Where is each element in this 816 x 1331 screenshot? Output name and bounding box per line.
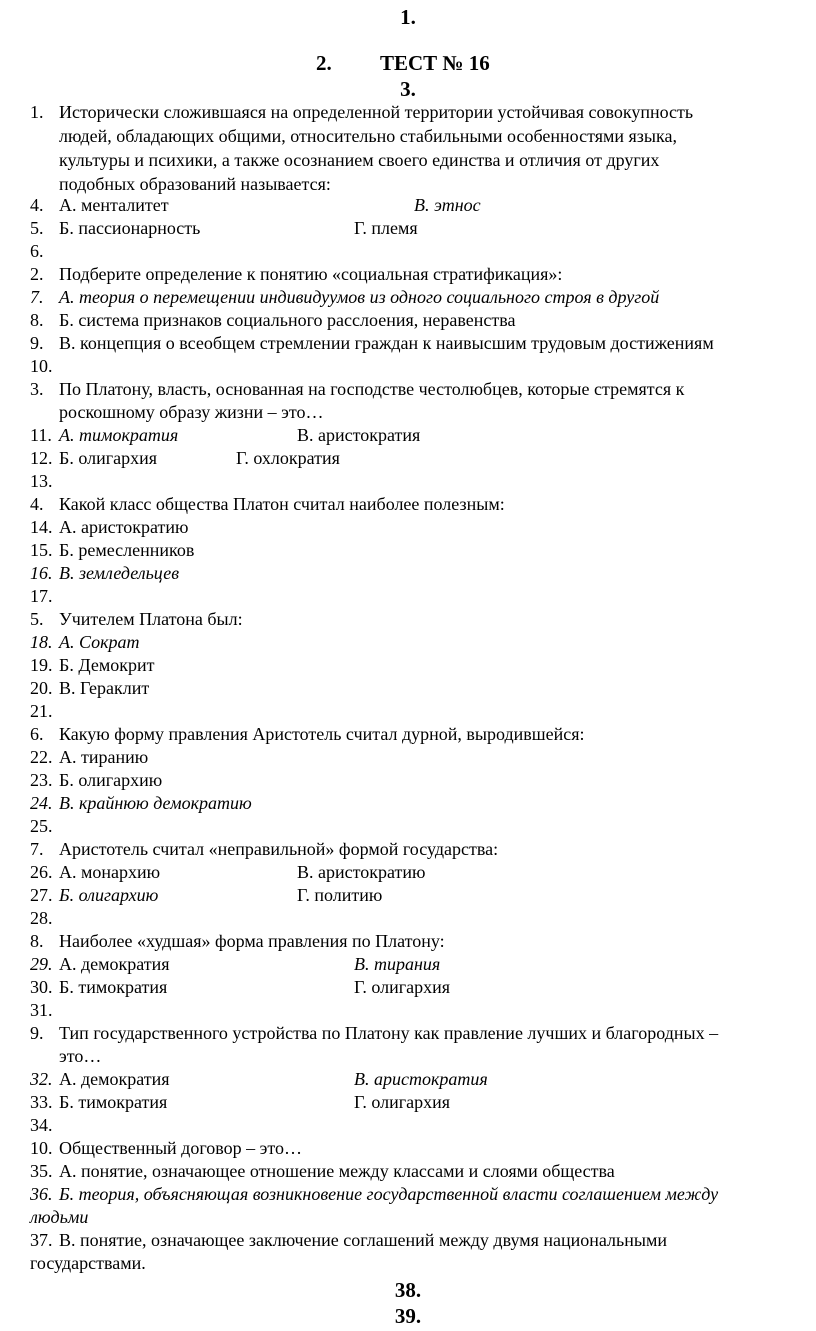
line-number: 37.	[30, 1230, 53, 1250]
answer-option-correct: В. этнос	[414, 195, 481, 215]
line-number: 21.	[30, 701, 53, 721]
answer-option: Б. тимократия	[59, 1092, 168, 1112]
line-number: 8.	[30, 310, 44, 330]
line-number: 33.	[30, 1092, 53, 1112]
answer-option-correct: В. аристократия	[354, 1069, 488, 1089]
line-number: 4.	[30, 195, 44, 215]
answer-option: В. аристократию	[297, 862, 426, 882]
answer-option: Б. олигархию	[59, 770, 163, 790]
answer-option: В. концепция о всеобщем стремлении граждан к наивысшим трудовым достижениям	[59, 333, 714, 353]
answer-option: Б. олигархия	[59, 448, 157, 468]
question-number: 10.	[30, 1138, 53, 1158]
question-number: 8.	[30, 931, 44, 951]
answer-option-correct: В. крайнюю демократию	[59, 793, 252, 813]
answer-option-correct: Б. теория, объясняющая возникновение государственной власти соглашением между	[59, 1184, 719, 1204]
answer-option: В. Гераклит	[59, 678, 150, 698]
line-number: 9.	[30, 333, 44, 353]
answer-option-correct: А. теория о перемещении индивидуумов из одного социального строя в другой	[59, 287, 660, 307]
heading-number-2: 2.	[316, 51, 332, 75]
line-number: 18.	[30, 632, 53, 652]
question-1-line-4: подобных образований называется:	[59, 174, 331, 194]
question-number: 1.	[30, 102, 44, 122]
line-number: 36.	[30, 1184, 53, 1204]
line-number: 29.	[30, 954, 53, 974]
line-number: 28.	[30, 908, 53, 928]
question-text: Какую форму правления Аристотель считал дурной, выродившейся:	[59, 724, 585, 744]
line-number: 27.	[30, 885, 53, 905]
answer-option: Б. система признаков социального расслоения, неравенства	[59, 310, 516, 330]
line-number: 13.	[30, 471, 53, 491]
answer-option: Г. олигархия	[354, 977, 451, 997]
line-number: 26.	[30, 862, 53, 882]
line-number: 15.	[30, 540, 53, 560]
heading-number-1: 1.	[400, 5, 416, 29]
list-item-37-continuation: государствами.	[30, 1253, 146, 1273]
question-number: 9.	[30, 1023, 44, 1043]
line-number: 32.	[30, 1069, 53, 1089]
question-number: 5.	[30, 609, 44, 629]
question-text: Учителем Платона был:	[59, 609, 243, 629]
line-number: 22.	[30, 747, 53, 767]
answer-option: Г. политию	[297, 885, 383, 905]
line-number: 31.	[30, 1000, 53, 1020]
answer-option-correct: В. тирания	[354, 954, 441, 974]
answer-option-correct: А. Сократ	[59, 632, 140, 652]
answer-option: Г. охлократия	[236, 448, 340, 468]
answer-option: Б. тимократия	[59, 977, 168, 997]
question-text: Тип государственного устройства по Платону как правление лучших и благородных –	[59, 1023, 719, 1043]
question-text: Какой класс общества Платон считал наиболее полезным:	[59, 494, 505, 514]
question-text: Общественный договор – это…	[59, 1138, 303, 1158]
question-number: 2.	[30, 264, 44, 284]
answer-option: А. демократия	[59, 1069, 170, 1089]
question-number: 4.	[30, 494, 44, 514]
answer-option: А. аристократию	[59, 517, 189, 537]
question-text: Аристотель считал «неправильной» формой государства:	[59, 839, 499, 859]
line-number: 16.	[30, 563, 53, 583]
answer-option: Г. олигархия	[354, 1092, 451, 1112]
answer-option-correct: Б. олигархию	[59, 885, 159, 905]
question-number: 6.	[30, 724, 44, 744]
question-number: 3.	[30, 379, 44, 399]
answer-option: Б. Демокрит	[59, 655, 155, 675]
heading-number-39: 39.	[394, 1304, 422, 1328]
answer-option: А. монархию	[59, 862, 161, 882]
heading-number-38: 38.	[394, 1278, 422, 1302]
line-number: 7.	[30, 287, 44, 307]
line-number: 17.	[30, 586, 53, 606]
line-number: 20.	[30, 678, 53, 698]
heading-number-3: 3.	[400, 77, 416, 101]
question-1-line-3: культуры и психики, а также осознанием своего единства и отличия от других	[59, 150, 660, 170]
question-9-line-2: это…	[59, 1046, 102, 1066]
list-item-36-continuation: людьми	[30, 1207, 89, 1227]
answer-option: Б. пассионарность	[59, 218, 201, 238]
line-number: 34.	[30, 1115, 53, 1135]
line-number: 35.	[30, 1161, 53, 1181]
answer-option: В. аристократия	[297, 425, 421, 445]
line-number: 24.	[30, 793, 53, 813]
question-text: По Платону, власть, основанная на господстве честолюбцев, которые стремятся к	[59, 379, 685, 399]
line-number: 11.	[30, 425, 52, 445]
answer-option: А. понятие, означающее отношение между классами и слоями общества	[59, 1161, 615, 1181]
line-number: 12.	[30, 448, 53, 468]
question-1-line-2: людей, обладающих общими, относительно стабильными особенностями языка,	[59, 126, 677, 146]
line-number: 6.	[30, 241, 44, 261]
answer-option-correct: В. земледельцев	[59, 563, 180, 583]
line-number: 14.	[30, 517, 53, 537]
answer-option: Б. ремесленников	[59, 540, 195, 560]
answer-option: А. демократия	[59, 954, 170, 974]
line-number: 19.	[30, 655, 53, 675]
question-3-line-2: роскошному образу жизни – это…	[59, 402, 324, 422]
answer-option: А. тиранию	[59, 747, 149, 767]
line-number: 10.	[30, 356, 53, 376]
answer-option-correct: А. тимократия	[59, 425, 179, 445]
question-text: Подберите определение к понятию «социальная стратификация»:	[59, 264, 563, 284]
question-text: Исторически сложившаяся на определенной территории устойчивая совокупность	[59, 102, 694, 122]
line-number: 23.	[30, 770, 53, 790]
line-number: 5.	[30, 218, 44, 238]
answer-option: В. понятие, означающее заключение соглашений между двумя национальными	[59, 1230, 668, 1250]
line-number: 30.	[30, 977, 53, 997]
answer-option: Г. племя	[354, 218, 418, 238]
question-number: 7.	[30, 839, 44, 859]
answer-option: А. менталитет	[59, 195, 169, 215]
question-text: Наиболее «худшая» форма правления по Платону:	[59, 931, 445, 951]
test-title: ТЕСТ № 16	[380, 51, 490, 75]
line-number: 25.	[30, 816, 53, 836]
